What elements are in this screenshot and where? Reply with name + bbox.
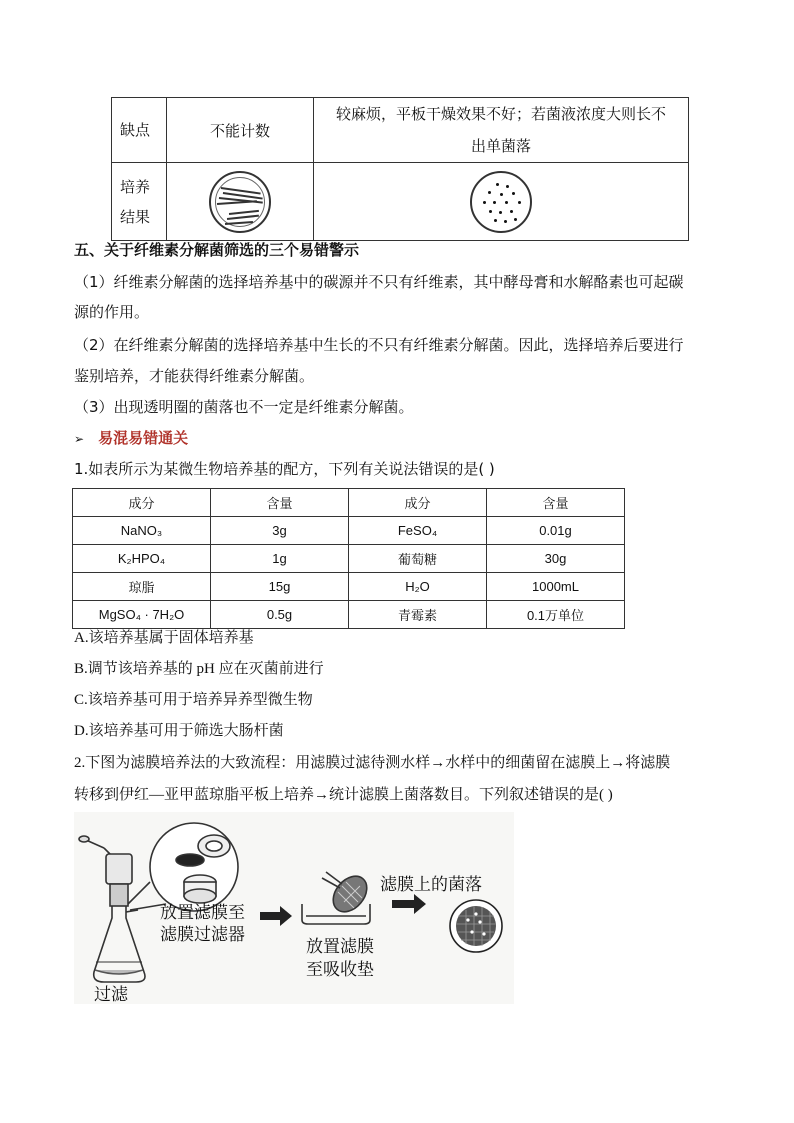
table-cell: 琼脂: [73, 573, 211, 601]
result-label-line-1: 培养: [120, 177, 151, 196]
table-cell: 青霉素: [349, 601, 487, 629]
table-row: [112, 98, 689, 163]
medium-recipe-table: [72, 488, 625, 629]
row-label-result: [112, 163, 167, 241]
header-ingredient: 成分: [73, 489, 211, 517]
table-row: [73, 573, 625, 601]
section-heading: 五、关于纤维素分解菌筛选的三个易错警示: [74, 241, 360, 259]
table-row: [73, 545, 625, 573]
subsection-heading: [74, 428, 188, 449]
option-b: B.调节该培养基的 pH 应在灭菌前进行: [74, 661, 324, 677]
table-cell: 1g: [211, 545, 349, 573]
spread-plate-image: [470, 171, 532, 233]
paragraph-3: （3）出现透明圈的菌落也不一定是纤维素分解菌。: [74, 398, 414, 416]
table-row: [73, 517, 625, 545]
question-1-stem: 1.如表所示为某微生物培养基的配方，下列有关说法错误的是( ): [74, 460, 495, 478]
cell-streak-plate: [167, 163, 314, 241]
streak-plate-image: [209, 171, 271, 233]
table-cell: 0.01g: [487, 517, 625, 545]
option-c: C.该培养基可用于培养异养型微生物: [74, 692, 313, 708]
membrane-filtration-figure: [74, 812, 514, 1004]
drawback-line-2: 出单菌落: [470, 137, 531, 155]
option-d: D.该培养基可用于筛选大肠杆菌: [74, 723, 284, 739]
table-cell: H₂O: [349, 573, 487, 601]
cell-drawback-text: [314, 98, 689, 163]
table-cell: 30g: [487, 545, 625, 573]
step2-label-line-2: 至吸收垫: [306, 960, 374, 980]
row-label-drawback: 缺点: [112, 98, 167, 163]
table-cell: K₂HPO₄: [73, 545, 211, 573]
method-comparison-table: [111, 97, 689, 241]
header-amount: 含量: [211, 489, 349, 517]
step2-label-line-1: 放置滤膜: [306, 937, 374, 957]
option-a: A.该培养基属于固体培养基: [74, 630, 254, 646]
table-cell: 0.1万单位: [487, 601, 625, 629]
filter-label: 过滤: [94, 985, 128, 1004]
drawback-line-1: 较麻烦，平板干燥效果不好；若菌液浓度大则长不: [335, 105, 666, 123]
step1-label-line-2: 滤膜过滤器: [160, 925, 245, 945]
paragraph-2-line-2: 鉴别培养，才能获得纤维素分解菌。: [74, 367, 315, 385]
table-cell: NaNO₃: [73, 517, 211, 545]
arrow-bullet-icon: ➢: [74, 432, 85, 446]
paragraph-1-line-1: （1）纤维素分解菌的选择培养基中的碳源并不只有纤维素，其中酵母膏和水解酪素也可起碳: [74, 273, 684, 291]
table-cell: 15g: [211, 573, 349, 601]
table-row: [73, 601, 625, 629]
table-cell: 葡萄糖: [349, 545, 487, 573]
colony-membrane-icon: [450, 900, 502, 952]
cell-spread-plate: [314, 163, 689, 241]
cell-cannot-count: 不能计数: [167, 98, 314, 163]
paragraph-1-line-2: 源的作用。: [74, 303, 150, 321]
question-2-stem-line-2: 转移到伊红—亚甲蓝琼脂平板上培养→统计滤膜上菌落数目。下列叙述错误的是( ): [74, 787, 613, 803]
table-cell: MgSO₄ · 7H₂O: [73, 601, 211, 629]
result-label-line-2: 结果: [120, 207, 151, 226]
colonies-label: 滤膜上的菌落: [380, 875, 482, 895]
header-amount: 含量: [487, 489, 625, 517]
step1-label-line-1: 放置滤膜至: [160, 903, 245, 923]
question-2-stem-line-1: 2.下图为滤膜培养法的大致流程：用滤膜过滤待测水样→水样中的细菌留在滤膜上→将滤膜: [74, 755, 671, 771]
table-cell: 0.5g: [211, 601, 349, 629]
table-cell: 3g: [211, 517, 349, 545]
subsection-title: 易混易错通关: [98, 429, 189, 447]
paragraph-2-line-1: （2）在纤维素分解菌的选择培养基中生长的不只有纤维素分解菌。因此，选择培养后要进行: [74, 336, 684, 354]
table-cell: 1000mL: [487, 573, 625, 601]
filtration-diagram: [74, 812, 514, 1004]
header-ingredient: 成分: [349, 489, 487, 517]
table-cell: FeSO₄: [349, 517, 487, 545]
table-header-row: [73, 489, 625, 517]
table-row: [112, 163, 689, 241]
